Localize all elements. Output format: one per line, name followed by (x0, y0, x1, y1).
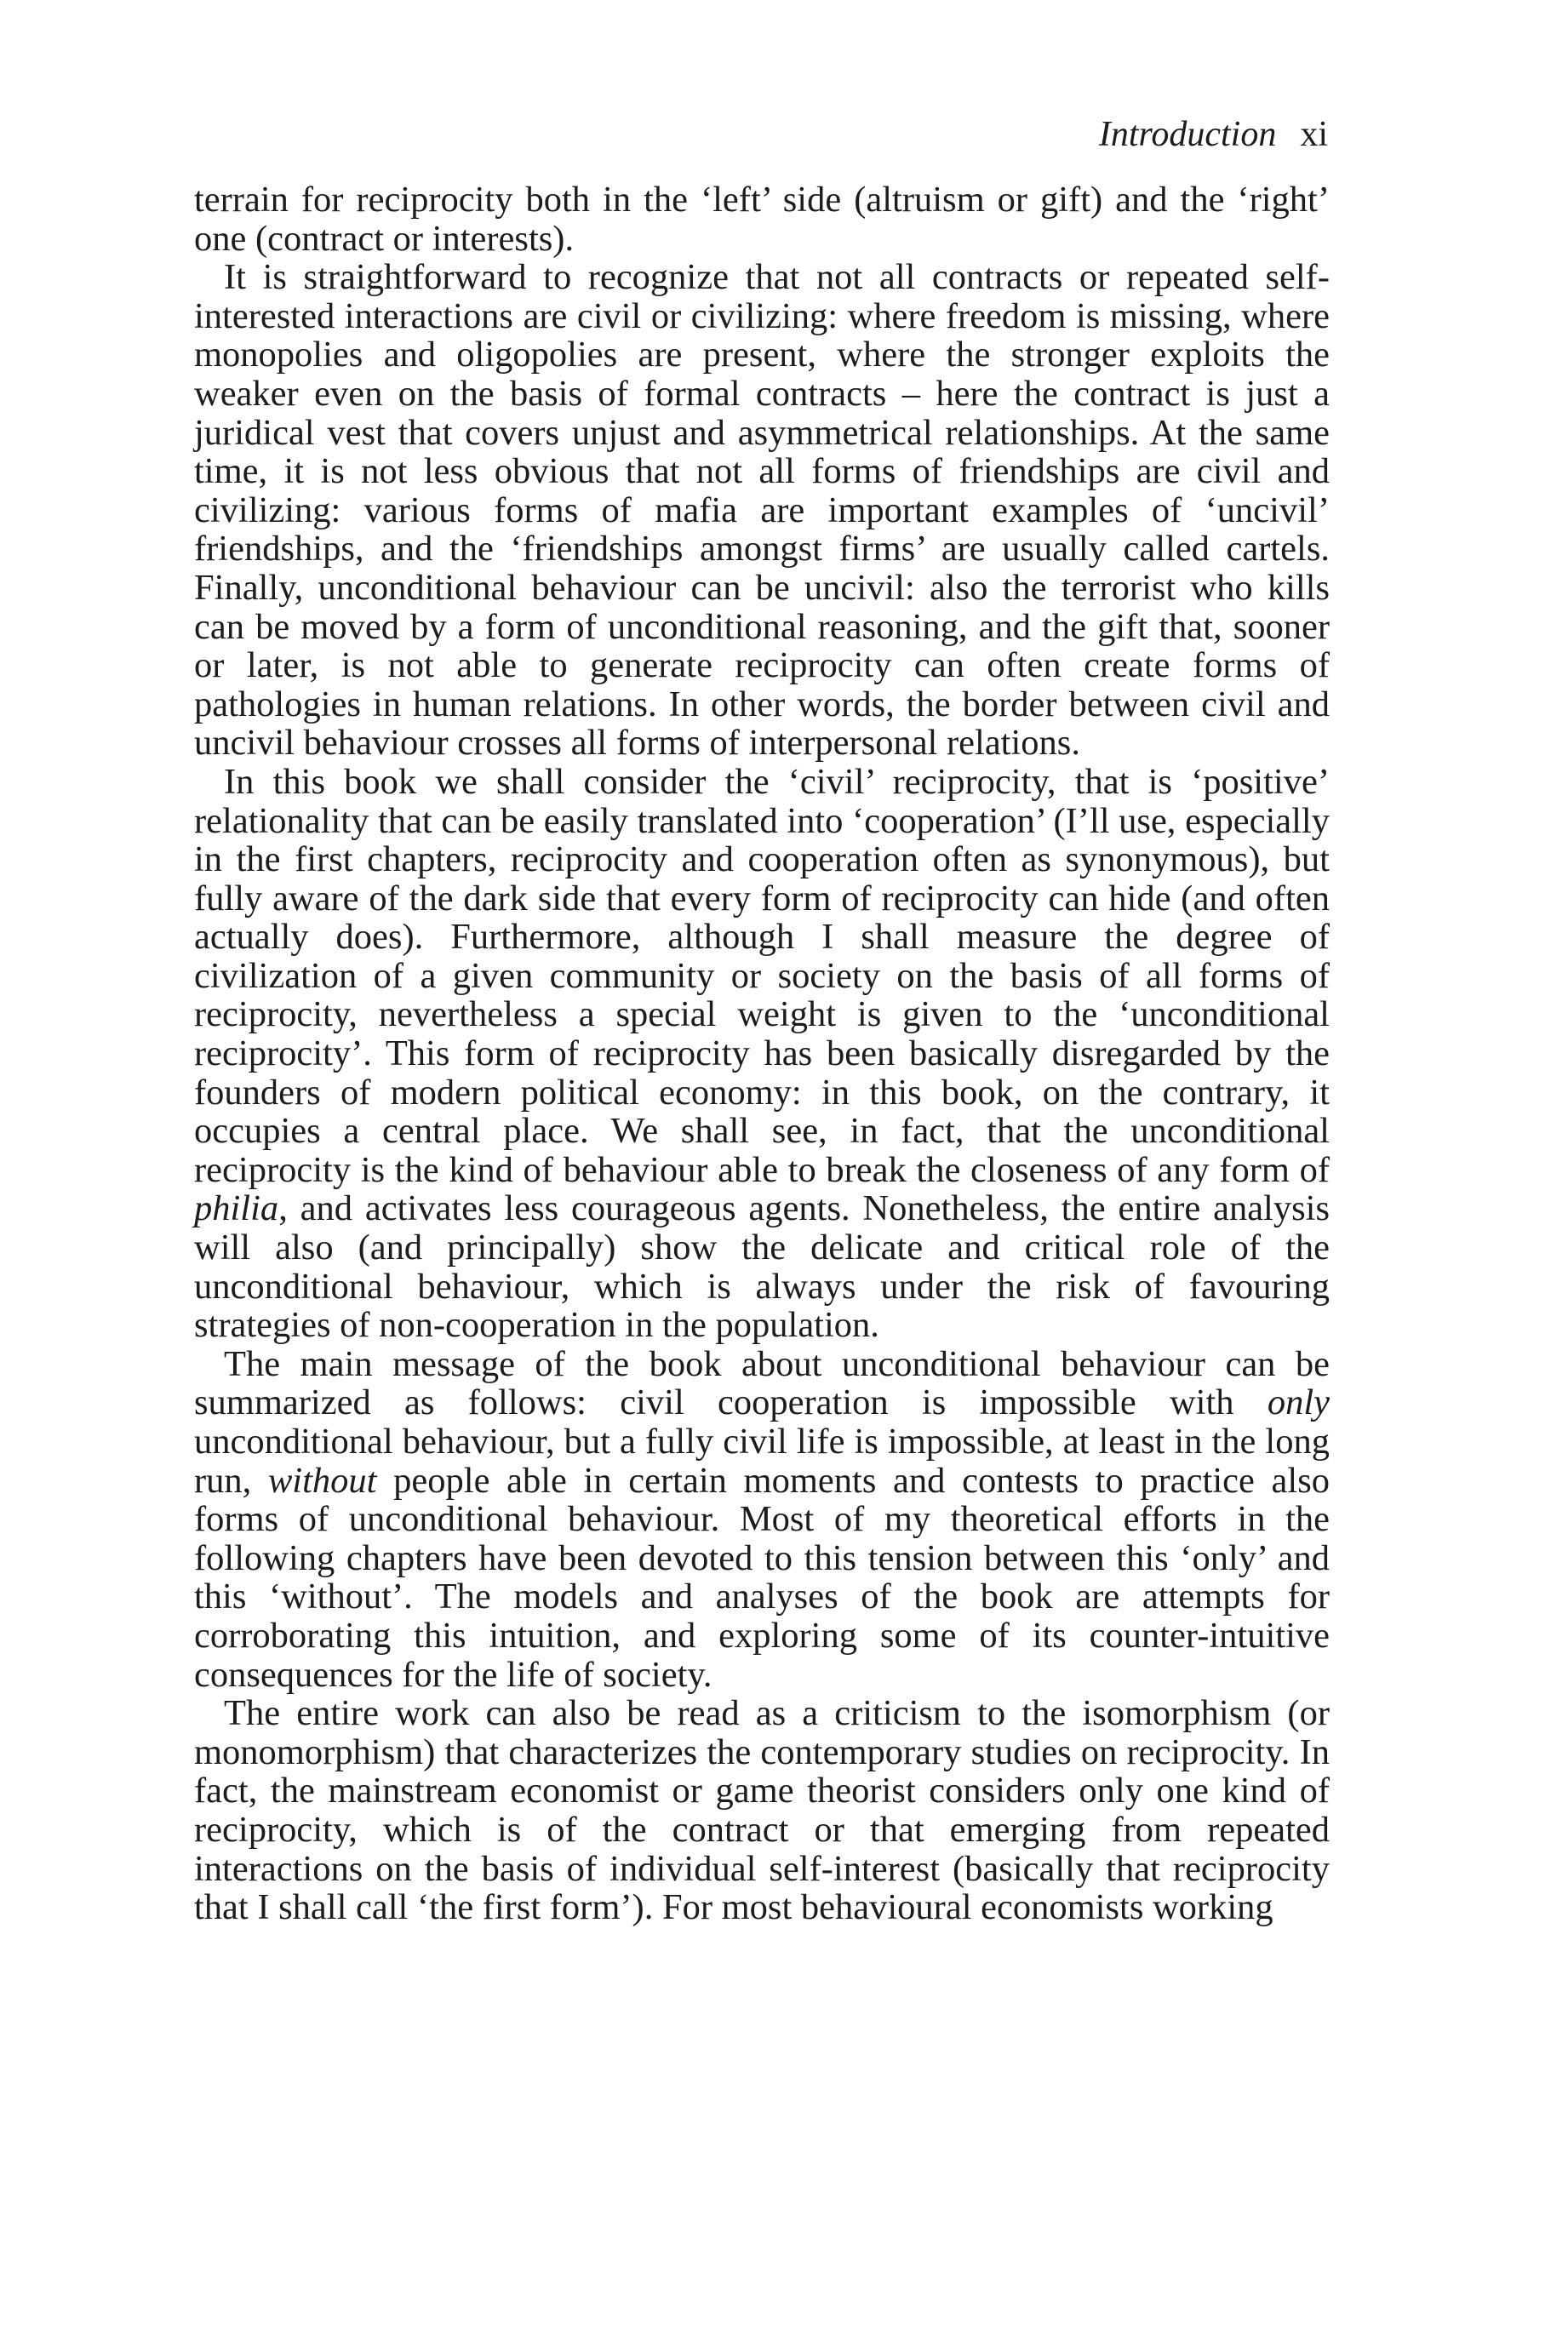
paragraph-5 (194, 1694, 1330, 1927)
italic-term-philia: philia (194, 1188, 279, 1229)
body-text (194, 180, 1330, 1927)
section-title: Introduction (1098, 115, 1277, 154)
paragraph-text: In this book we shall consider the ‘civil’ reciprocity, that is ‘positive’ relationality that can be easily translated into ‘cooperation’ (I’ll use, especially in the first chapters, reciprocity and cooperation often as synonymous), but fully aware of the dark side that every form of reciprocity can hide (and often actually does). Furthermore, although I shall measure the degree of civilization of a given community or society on the basis of all forms of reciprocity, nevertheless a special weight is given to the ‘unconditional reciprocity’. This form of reciprocity has been basically disregarded by the founders of modern political economy: in this book, on the contrary, it occupies a central place. We shall see, in fact, that the unconditional reciprocity is the kind of behaviour able to break the closeness of any form of (194, 761, 1330, 1190)
paragraph-1 (194, 180, 1330, 258)
paragraph-text: It is straightforward to recognize that not all contracts or repeated self-interested interactions are civil or civilizing: where freedom is missing, where monopolies and oligopolies are present, where the stronger exploits the weaker even on the basis of formal contracts – here the contract is just a juridical vest that covers unjust and asymmetrical relationships. At the same time, it is not less obvious that not all forms of friendships are civil and civilizing: various forms of mafia are important examples of ‘uncivil’ friendships, and the ‘friendships amongst firms’ are usually called cartels. Finally, unconditional behaviour can be uncivil: also the terrorist who kills can be moved by a form of unconditional reasoning, and the gift that, sooner or later, is not able to generate reciprocity can often create forms of pathologies in human relations. In other words, the border between civil and uncivil behaviour crosses all forms of interpersonal relations. (194, 257, 1330, 764)
paragraph-text: The entire work can also be read as a criticism to the isomorphism (or monomorphism) that characterizes the contemporary studies on reciprocity. In fact, the mainstream economist or game theorist considers only one kind of reciprocity, which is of the contract or that emerging from repeated interactions on the basis of individual self-interest (basically that reciprocity that I shall call ‘the first form’). For most behavioural economists working (194, 1693, 1330, 1928)
paragraph-2 (194, 258, 1330, 763)
paragraph-text: unconditional behaviour, but a fully civil life is impossible, at least in the long run, (194, 1422, 1330, 1501)
paragraph-text: terrain for reciprocity both in the ‘left’ side (altruism or gift) and the ‘right’ one (contract or interests). (194, 180, 1330, 259)
paragraph-text: The main message of the book about unconditional behaviour can be summarized as follows: civil cooperation is impossible with (194, 1343, 1330, 1423)
paragraph-text: people able in certain moments and contests to practice also forms of unconditional behaviour. Most of my theoretical efforts in the following chapters have been devoted to this tension between this ‘only’ and this ‘without’. The models and analyses of the book are attempts for corroborating this intuition, and exploring some of its counter-intuitive consequences for the life of society. (194, 1460, 1330, 1695)
page-number: xi (1300, 115, 1328, 154)
paragraph-4 (194, 1345, 1330, 1694)
italic-word-without: without (267, 1460, 377, 1501)
paragraph-text: , and activates less courageous agents. Nonetheless, the entire analysis will also (and principally) show the delicate and critical role of the unconditional behaviour, which is always under the risk of favouring strategies of non-cooperation in the population. (194, 1188, 1330, 1346)
paragraph-3 (194, 763, 1330, 1345)
running-head (1099, 112, 1328, 157)
italic-word-only: only (1267, 1382, 1330, 1423)
